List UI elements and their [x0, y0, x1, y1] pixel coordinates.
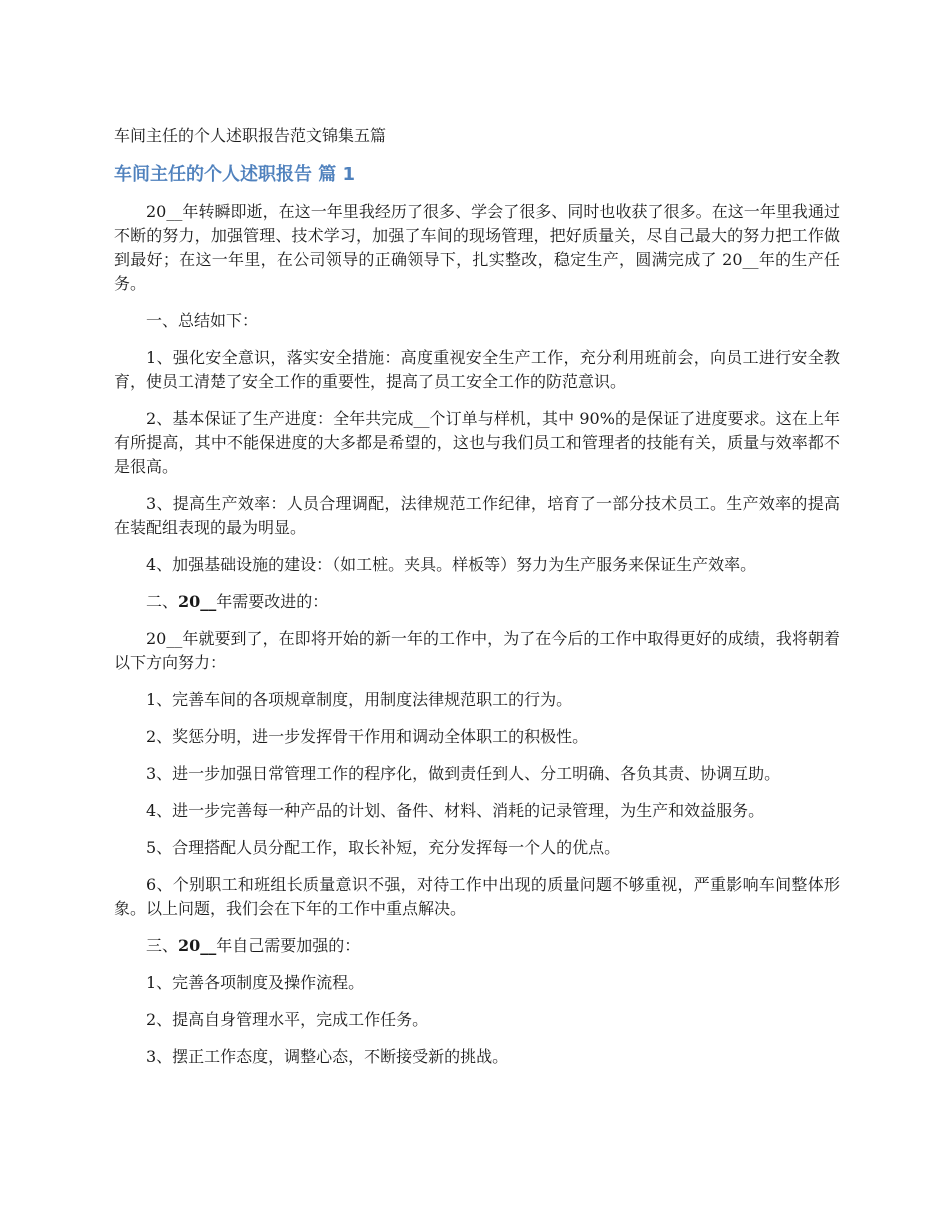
- paragraph-summary-heading: 一、总结如下：: [146, 311, 259, 330]
- paragraph-strengthen-heading: [114, 934, 840, 958]
- paragraph-summary-4: 4、加强基础设施的建设：（如工桩。夹具。样板等）努力为生产服务来保证生产效率。: [146, 555, 757, 574]
- paragraph-strengthen-2: 2、提高自身管理水平，完成工作任务。: [146, 1010, 429, 1029]
- section-heading: 车间主任的个人述职报告 篇 1: [114, 164, 356, 185]
- strengthen-heading-year: 20__: [178, 936, 217, 955]
- paragraph-improve-4: 4、进一步完善每一种产品的计划、备件、材料、消耗的记录管理，为生产和效益服务。: [146, 801, 765, 820]
- strengthen-heading-suffix: 年自己需要加强的：: [216, 936, 361, 955]
- improve-heading-prefix: 二、: [146, 592, 179, 611]
- improve-heading-year: 20__: [178, 592, 217, 611]
- strengthen-heading-prefix: 三、: [146, 936, 179, 955]
- improve-heading-suffix: 年需要改进的：: [216, 592, 329, 611]
- paragraph-summary-2: 2、基本保证了生产进度：全年共完成__个订单与样机，其中 90%的是保证了进度要求。这在上年有所提高，其中不能保进度的大多都是希望的，这也与我们员工和管理者的技能有关，质量与效率都不是很高。: [114, 409, 840, 476]
- paragraph-improve-1: 1、完善车间的各项规章制度，用制度法律规范职工的行为。: [146, 690, 573, 709]
- paragraph-strengthen-1: 1、完善各项制度及操作流程。: [146, 973, 365, 992]
- paragraph-intro: 20__年转瞬即逝，在这一年里我经历了很多、学会了很多、同时也收获了很多。在这一年里我通过不断的努力，加强管理、技术学习，加强了车间的现场管理，把好质量关，尽自己最大的努力把工作做到最好；在这一年里，在公司领导的正确领导下，扎实整改，稳定生产，圆满完成了 20__年的生产任务。: [114, 202, 840, 293]
- document-title: 车间主任的个人述职报告范文锦集五篇: [114, 126, 387, 145]
- paragraph-improve-3: 3、进一步加强日常管理工作的程序化，做到责任到人、分工明确、各负其责、协调互助。: [146, 764, 781, 783]
- paragraph-summary-3: 3、提高生产效率：人员合理调配，法律规范工作纪律，培育了一部分技术员工。生产效率的提高在装配组表现的最为明显。: [114, 494, 840, 537]
- paragraph-improve-heading: [114, 590, 840, 614]
- paragraph-strengthen-3: 3、摆正工作态度，调整心态，不断接受新的挑战。: [146, 1047, 509, 1066]
- paragraph-summary-1: 1、强化安全意识，落实安全措施：高度重视安全生产工作，充分利用班前会，向员工进行安全教育，使员工清楚了安全工作的重要性，提高了员工安全工作的防范意识。: [114, 348, 840, 391]
- paragraph-improve-5: 5、合理搭配人员分配工作，取长补短，充分发挥每一个人的优点。: [146, 838, 621, 857]
- paragraph-improve-intro: 20__年就要到了，在即将开始的新一年的工作中，为了在今后的工作中取得更好的成绩，我将朝着以下方向努力：: [114, 629, 840, 672]
- paragraph-improve-2: 2、奖惩分明，进一步发挥骨干作用和调动全体职工的积极性。: [146, 727, 589, 746]
- paragraph-improve-6: 6、个别职工和班组长质量意识不强，对待工作中出现的质量问题不够重视，严重影响车间整体形象。以上问题，我们会在下年的工作中重点解决。: [114, 875, 840, 918]
